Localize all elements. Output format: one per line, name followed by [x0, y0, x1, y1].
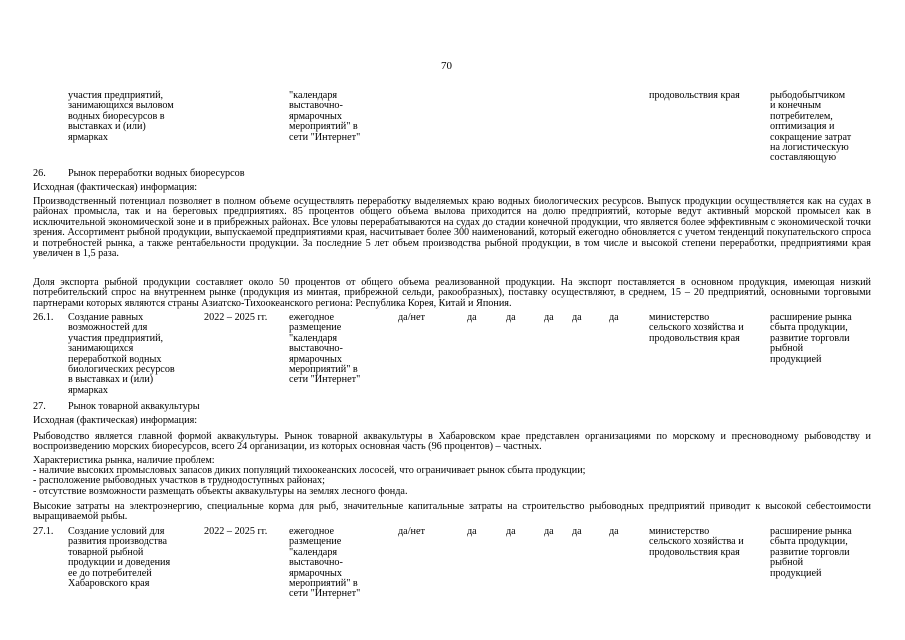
row-26-1-value-2024: да — [572, 312, 582, 323]
row-27-1-value-2023: да — [544, 526, 554, 537]
row-26-1-responsible: министерство сельского хозяйства и продовольствия края — [649, 312, 744, 344]
row-26-1-mechanism: ежегодное размещение "календаря выставочно- ярмарочных мероприятий" в сети "Интернет" — [289, 312, 361, 386]
section-26-title: Рынок переработки водных биоресурсов — [68, 168, 245, 179]
row-26-1-indicator: да/нет — [398, 312, 425, 323]
section-27-info-label: Исходная (фактическая) информация: — [33, 415, 198, 426]
row-26-1-value-2025: да — [609, 312, 619, 323]
section-26-paragraph-2: Доля экспорта рыбной продукции составляет около 50 процентов от общего объема реализованной продукции. На экспорт поставляется в основном продукция, имеющая низкий потребительский спрос на внутреннем рынке (продукция из минтая, прибрежной сельди, ракообразных), поставку осуществляют, в среднем, 15 – 20 предприятий, основными торговыми партнерами которых являются страны Азиатско-Тихоокеанского региона: Республика Корея, Китай и Япония. — [33, 277, 871, 309]
top-row-result: рыбодобытчиком и конечным потребителем, оптимизация и сокращение затрат на логистическую составляющую — [770, 90, 852, 164]
top-row-measure: участия предприятий, занимающихся выловом водных биоресурсов в выставках и (или) ярмарках — [68, 90, 174, 143]
section-27-bullet: - наличие высоких промысловых запасов диких популяций тихоокеанских лососей, что ограничивает рынок сбыта продукции; — [33, 465, 586, 476]
row-27-1-value-2022: да — [506, 526, 516, 537]
section-27-paragraph-2: Высокие затраты на электроэнергию, специальные корма для рыб, значительные капитальные затраты на строительство рыбоводных предприятий приводит к высокой себестоимости выращиваемой рыбы. — [33, 501, 871, 523]
row-26-1-value-2022: да — [506, 312, 516, 323]
row-26-1-measure: Создание равных возможностей для участия предприятий, занимающихся переработкой водных биологических ресурсов в выставках и (или) ярмарках — [68, 312, 175, 396]
row-26-1-result: расширение рынка сбыта продукции, развитие торговли рыбной продукцией — [770, 312, 852, 365]
section-26-info-label: Исходная (фактическая) информация: — [33, 182, 198, 193]
section-27-title: Рынок товарной аквакультуры — [68, 401, 200, 412]
top-row-responsible: продовольствия края — [649, 90, 740, 101]
row-27-1-indicator: да/нет — [398, 526, 425, 537]
row-27-1-value-2024: да — [572, 526, 582, 537]
row-26-1-period: 2022 – 2025 гг. — [204, 312, 268, 323]
row-26-1-value-2023: да — [544, 312, 554, 323]
row-27-1-value-2021: да — [467, 526, 477, 537]
section-26-paragraph-1: Производственный потенциал позволяет в полном объеме осуществлять переработку выделяемых краю водных биологических ресурсов. Выпуск продукции осуществляется как на судах в районах промысла, так и на береговых предприятиях. 85 процентов общего объема вылова приходится на долю предприятий, которые ведут активный морской промысел как в исключительной экономической зоне и в прибрежных районах. Все уловы перерабатываются на судах до стадии конечной продукции, что является более эффективным с экономической точки зрения. Ассортимент рыбной продукции, выпускаемой предприятиями края, насчитывает более 300 наименований, который ежегодно обновляется с учетом тенденций покупательского спроса и потребностей рынка, а также рентабельности продукции. За последние 5 лет объем производства рыбной продукции, в том числе и высокой степени переработки, предприятиями края увеличен в 1,5 раза. — [33, 196, 871, 260]
top-row-mechanism: "календаря выставочно- ярмарочных мероприятий" в сети "Интернет" — [289, 90, 361, 143]
row-27-1-measure: Создание условий для развития производства товарной рыбной продукции и доведения ее до потребителей Хабаровского края — [68, 526, 171, 590]
section-27-problems-label: Характеристика рынка, наличие проблем: — [33, 455, 215, 466]
section-26-number: 26. — [33, 168, 46, 179]
row-27-1-period: 2022 – 2025 гг. — [204, 526, 268, 537]
section-27-bullet: - отсутствие возможности размещать объекты аквакультуры на землях лесного фонда. — [33, 486, 408, 497]
row-27-1-result: расширение рынка сбыта продукции, развитие торговли рыбной продукцией — [770, 526, 852, 579]
section-27-paragraph-1: Рыбоводство является главной формой аквакультуры. Рынок товарной аквакультуры в Хабаровском крае представлен организациями по морскому и пресноводному рыбоводству и воспроизведению морских биоресурсов, всего 24 организации, из которых основная часть (96 процентов) – частных. — [33, 431, 871, 453]
row-27-1-number: 27.1. — [33, 526, 54, 537]
row-26-1-number: 26.1. — [33, 312, 54, 323]
row-27-1-mechanism: ежегодное размещение "календаря выставочно- ярмарочных мероприятий" в сети "Интернет" — [289, 526, 361, 600]
page-number: 70 — [441, 60, 452, 72]
section-27-bullet: - расположение рыбоводных участков в труднодоступных районах; — [33, 475, 325, 486]
row-26-1-value-2021: да — [467, 312, 477, 323]
row-27-1-responsible: министерство сельского хозяйства и продовольствия края — [649, 526, 744, 558]
section-27-number: 27. — [33, 401, 46, 412]
row-27-1-value-2025: да — [609, 526, 619, 537]
